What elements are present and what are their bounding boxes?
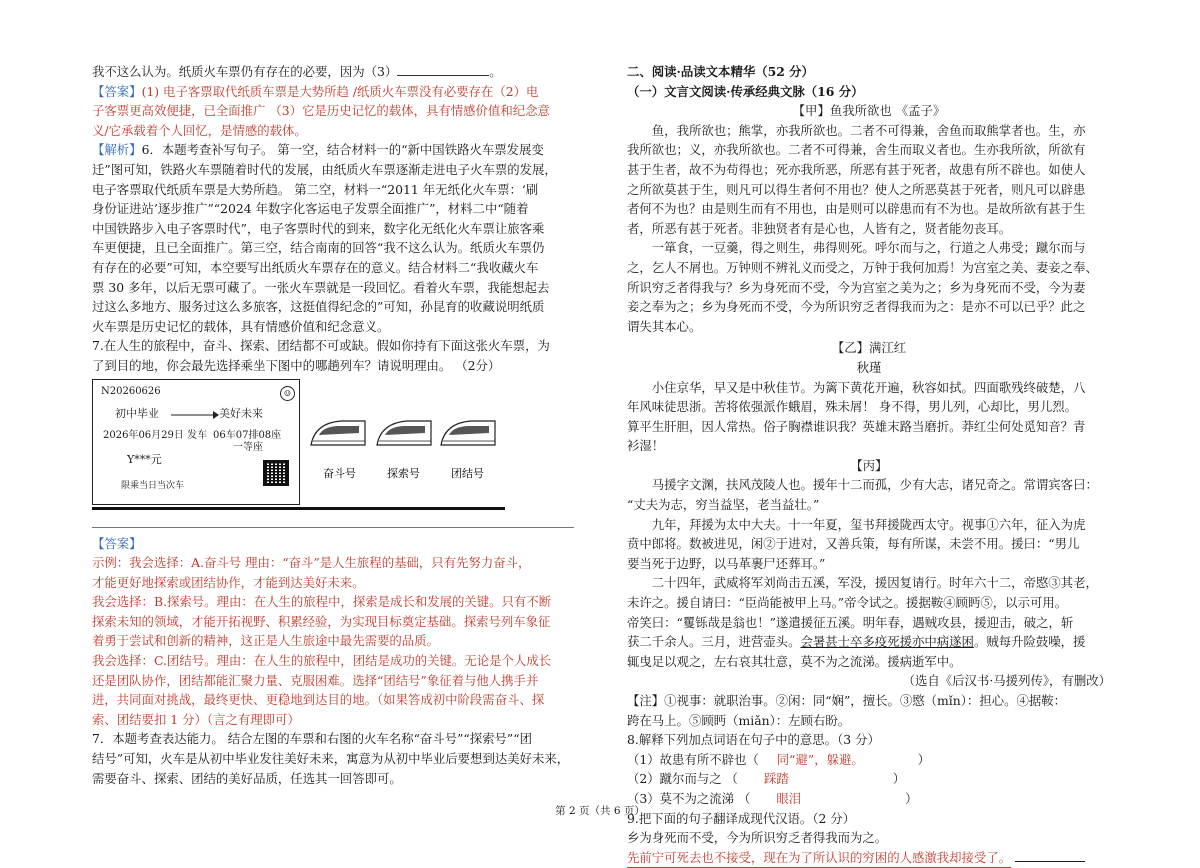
page-footer: 第 2 页（共 6 页） (555, 805, 645, 817)
answer-2: 示例：我会选择：A.奋斗号 理由：“奋斗”是人生旅程的基础，只有先努力奋斗， 才能更好地探索或团结协作，才能到达美好未来。 我会选择：B.探索号。理由：在人生的旅程中，探索是成长和发展的关键。只有不断 探索未知的领域，才能开拓视野、积累经验，为实现目标奠定基础。探索号列车象征 着勇于尝试和创新的精神，这正是人生旅途中最先需要的品质。 我会选择：C.团结号。理由：在人生的旅程中，团结是成功的关键。无论是个人成长 还是团队协作，团结都能汇聚力量、克服困难。选择“团结号”象征着与他人携手并 进，共同面对挑战，最终更快、更稳地到达目的地。（如果答成初中阶段需奋斗、探 索、团结要扣 1 分）（言之有理即可） (92, 555, 552, 727)
passage-bing-title: 【丙】 (850, 457, 888, 473)
ticket-figure (92, 379, 574, 505)
trains-illustration (307, 399, 507, 499)
annotations: 【注】①视事：就职治事。②闲：同“娴”，擅长。③愍（mǐn）：担心。④据鞍： 跨在马上。⑤顾眄（miǎn）：左顾右盼。 (627, 693, 1067, 728)
arrow-icon (169, 410, 219, 420)
ticket-seat: 06车07排08座 (213, 429, 282, 441)
q8-item-1: （1）故患有所不辟也（ 同“避”，躲避。 ） (627, 751, 931, 767)
train-label-tansuo: 探索号 (387, 466, 420, 480)
question-8: 8.解释下列加点词语在句子中的意思。（3 分） (627, 732, 880, 748)
explanation-tag: 【解析】 (92, 142, 142, 158)
ticket-to: 美好未来 (219, 406, 263, 420)
q8-item-2: （2）蹴尔而与之 （ 踩踏 ） (627, 771, 906, 787)
ticket-note: 限乘当日当次车 (121, 480, 185, 491)
section-heading: 二、阅读·品读文本精华（52 分） (627, 64, 814, 79)
left-column (92, 62, 574, 788)
passage-source: （选自《后汉书·马援列传》，有删改） (902, 673, 1111, 689)
stamp-icon: ☺ (280, 386, 295, 401)
question-9: 9.把下面的句子翻译成现代汉语。（2 分） (627, 810, 856, 826)
fill-in-line: 我不这么认为。纸质火车票仍有存在的必要，因为（3） 。 (92, 64, 502, 79)
underlined-sentence: 会暑甚士卒多疫死援亦中病遂困 (800, 634, 974, 650)
train-icon-tansuo (377, 421, 431, 445)
right-column (627, 62, 1111, 868)
answer-rule (1015, 861, 1085, 862)
question-9-answer: 先前宁可死去也不接受，现在为了所认识的穷困的人感激我却接受了。 (627, 848, 1011, 868)
passage-bing: 马援字文渊，扶风茂陵人也。援年十二而孤，少有大志，诸兄奇之。常谓宾客曰： “丈夫为志，穷当益坚，老当益壮。” 九年，拜援为太中大夫。十一年夏，玺书拜援陇西太守。视事①六年，征入为虎 贲中郎将。数被进见，闲②于进对，又善兵策，每有所谋，未尝不用。援曰：“男儿 要当死于边野，以马革裹尸还葬耳。” 二十四年，武威将军刘尚击五溪，军没，援因复请行。时年六十二，帝愍③其老， 未许之。援自请曰：“臣尚能被甲上马。”帝令试之。援据鞍④顾眄⑤，以示可用。 帝笑曰：“矍铄哉是翁也！”遂遣援征五溪。明年春，遇贼攻县，援迎击，破之，斩 获二千余人。三月，进营壶头。会暑甚士卒多疫死援亦中病遂困。贼每升险鼓噪，援 辄曳足以观之，左右哀其壮意，莫不为之流涕。援病逝军中。 (627, 477, 1098, 669)
answer-blank (397, 63, 489, 76)
explanation-2: 7．本题考查表达能力。 结合左图的车票和右图的火车名称“奋斗号”“探索号”“团 结号”可知，火车是从初中毕业发往美好未来，寓意为从初中毕业后要想到达美好未来， 需要奋斗、探索、团结的美好品质，任选其一回答即可。 (92, 731, 570, 786)
q8-item-3: （3）莫不为之流涕 （ 眼泪 ） (627, 790, 918, 806)
answer-1-line-3: 义/它承载着个人回忆，是情感的载体。 (92, 122, 307, 138)
ticket-date: 2026年06月29日 发车 (103, 429, 208, 441)
passage-jia: 鱼，我所欲也；熊掌，亦我所欲也。二者不可得兼，舍鱼而取熊掌者也。生，亦 我所欲也；义，亦我所欲也。二者不可得兼，舍生而取义者也。生亦我所欲，所欲有 甚于生者，故不为苟得也；死亦我所恶，所恶有甚于死者，故患有所不辟也。如使人 之所欲莫甚于生，则凡可以得生者何不用也？使人之所恶莫甚于死者，则凡可以辟患 者何不为也？由是则生而有不用也，由是则可以辟患而有不为也。是故所欲有甚于生 者，所恶有甚于死者。非独贤者有是心也，人皆有之，贤者能勿丧耳。 一箪食，一豆羹，得之则生，弗得则死。呼尔而与之，行道之人弗受；蹴尔而与 之，乞人不屑也。万钟则不辨礼义而受之，万钟于我何加焉！为宫室之美、妻妾之奉、 所识穷乏者得我与？乡为身死而不受，今为宫室之美为之；乡为身死而不受，今为妻 妾之奉为之；乡为身死而不受，今为所识穷乏者得我而为之：是亦不可以已乎？此之 谓失其本心。 (627, 122, 1098, 334)
train-icon-fendou (311, 421, 365, 445)
passage-yi-title: 【乙】满江红 (831, 340, 907, 356)
train-icon-tuanjie (441, 421, 495, 445)
passage-jia-title: 【甲】鱼我所欲也 《孟子》 (792, 103, 946, 119)
qr-code-icon (263, 460, 289, 486)
answer-tag: 【答案】 (92, 83, 142, 99)
answer-1-line-2: 子客票更高效便捷，已全面推广 （3）它是历史记忆的载体，具有情感价值和纪念意 (92, 103, 550, 119)
answer-1: 【答案】(1) 电子客票取代纸质车票是大势所趋 /纸质火车票没有必要存在（2）电 (92, 83, 539, 99)
train-label-fendou: 奋斗号 (323, 466, 356, 480)
ticket-number: N20260626 (101, 385, 161, 397)
question-8-items (627, 750, 1111, 809)
train-ticket (92, 379, 300, 505)
passage-yi: 小住京华，早又是中秋佳节。为篱下黄花开遍，秋容如拭。四面歌残终破楚，八 年风味徒思浙。苦将侬强派作蛾眉，殊未屑！ 身不得，男儿列，心却比，男儿烈。 算平生肝胆，因人常热。俗子胸襟谁识我？英雄末路当磨折。莽红尘何处觅知音？青 衫湿！ (627, 379, 1086, 454)
passage-yi-author: 秋瑾 (856, 359, 882, 375)
train-label-tuanjie: 团结号 (451, 466, 484, 480)
ticket-class: 一等座 (233, 441, 263, 453)
figure-bottom-rule (92, 507, 505, 510)
explanation-1: 【解析】6．本题考查补写句子。 第一空，结合材料一的“新中国铁路火车票发展变 迁”图可知，铁路火车票随着时代的发展，由纸质火车票逐渐走进电子火车票的发展， 电子客票取代纸质车票是大势所趋。 第二空，材料一“2011 年无纸化火车票：‘刷 身份证进站’逐步推广”“2024 年数字化客运电子发票全面推广”，材料二中“随着 中国铁路步入电子客票时代”，电子客票时代的到来，数字化无纸化火车票让旅客乘 车更便捷，且已全面推广。第三空，结合南南的回答“我不这么认为。纸质火车票仍 有存在的必要”可知，本空要写出纸质火车票存在的意义。结合材料二“我收藏火车 票 30 多年，以后无票可藏了。一张火车票就是一段回忆。看着火车票，我能想起去 过这么多地方、服务过这么多旅客，这挺值得纪念的”可知，孙昆育的收藏说明纸质 火车票是历史记忆的载体，具有情感价值和纪念意义。 (92, 142, 557, 334)
question-9-sentence: 乡为身死而不受，今为所识穷乏者得我而为之。 (627, 830, 888, 846)
subsection-heading: （一）文言文阅读·传承经典文脉（16 分） (627, 83, 864, 99)
answer-2-tag: 【答案】 (92, 535, 142, 551)
question-7: 7.在人生的旅程中，奋斗、探索、团结都不可或缺。假如你持有下面这张火车票，为 了到目的地，你会最先选择乘坐下图中的哪趟列车？请说明理由。 （2分） (92, 338, 550, 373)
ticket-price: Y***元 (127, 452, 162, 466)
ticket-from: 初中毕业 (115, 406, 159, 420)
